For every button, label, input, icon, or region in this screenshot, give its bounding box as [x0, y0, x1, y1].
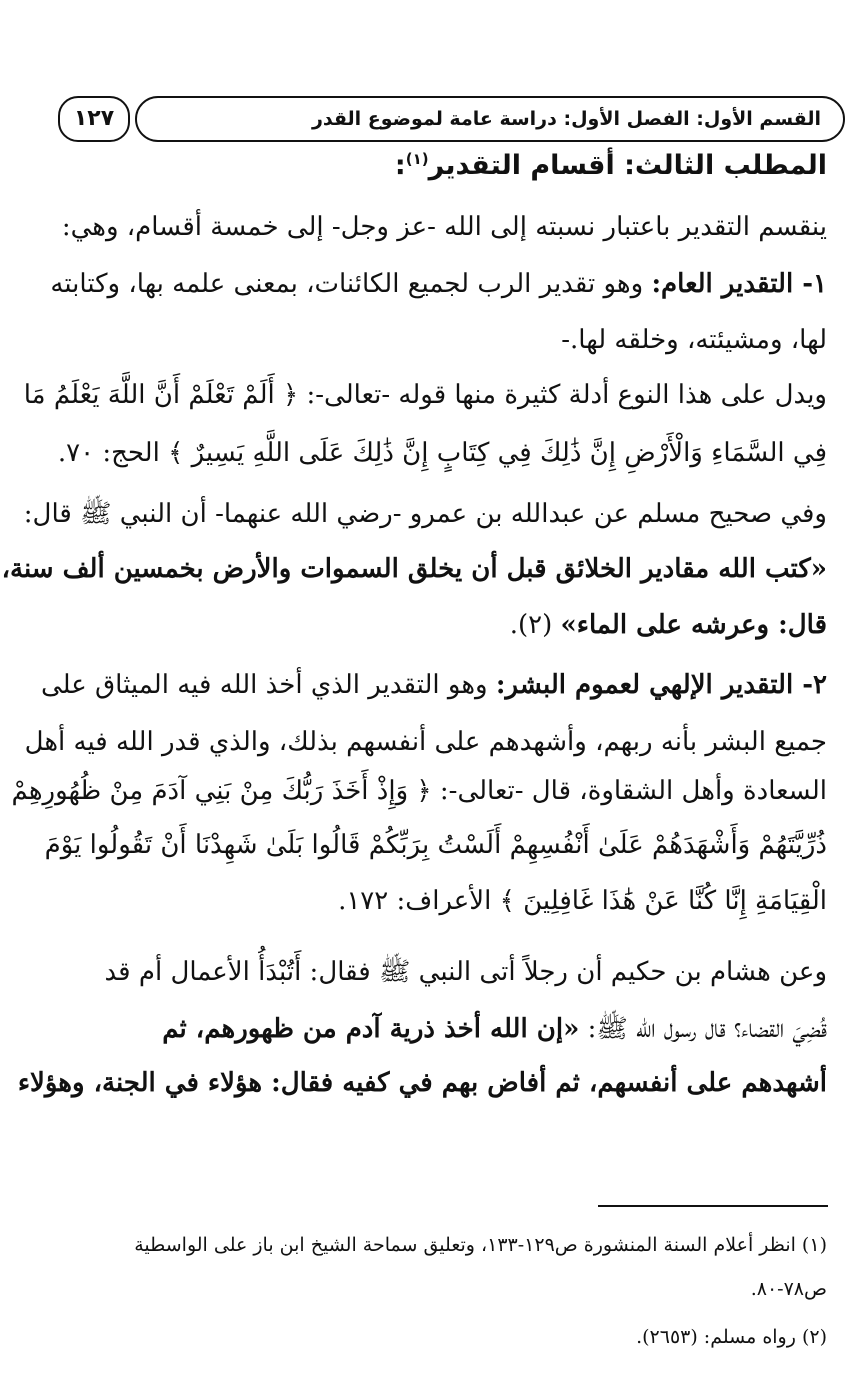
item-2-text: وهو التقدير الذي أخذ الله فيه الميثاق على	[40, 670, 496, 700]
section-heading-text: المطلب الثالث: أقسام التقدير	[428, 150, 827, 181]
page-number: ١٢٧	[58, 96, 130, 142]
section-heading	[70, 150, 827, 181]
hadith-end: قال: وعرشه على الماء»	[560, 610, 827, 640]
item-1-title: ١- التقدير العام:	[651, 269, 827, 299]
footnote-ref-1: (١)	[405, 150, 429, 168]
running-header-title: القسم الأول: الفصل الأول: دراسة عامة لموضوع القدر	[135, 96, 845, 142]
body-line	[40, 670, 827, 700]
body-line: ويدل على هذا النوع أدلة كثيرة منها قوله -تعالى-: ﴿ أَلَمْ تَعْلَمْ أَنَّ اللَّهَ يَعْلَمُ مَا	[23, 380, 827, 410]
body-line	[70, 1012, 827, 1050]
footnote-separator	[598, 1205, 828, 1207]
body-line-part: قُضِيَ القضاء؟ قال رسول الله ﷺ:	[579, 1014, 827, 1044]
item-1-text: وهو تقدير الرب لجميع الكائنات، بمعنى علمه بها، وكتابته	[50, 269, 652, 299]
hadith-line: أشهدهم على أنفسهم، ثم أفاض بهم في كفيه فقال: هؤلاء في الجنة، وهؤلاء	[17, 1068, 827, 1098]
body-line	[50, 269, 827, 299]
body-line: ذُرِّيَّتَهُمْ وَأَشْهَدَهُمْ عَلَىٰ أَنْفُسِهِمْ أَلَسْتُ بِرَبِّكُمْ قَالُوا بَلَىٰ شَهِدْنَا أَنْ تَقُولُوا يَوْمَ	[44, 830, 827, 860]
heading-colon: :	[394, 150, 406, 181]
body-line: جميع البشر بأنه ربهم، وأشهدهم على أنفسهم بذلك، والذي قدر الله فيه أهل	[24, 727, 827, 757]
footnote-1: (١) انظر أعلام السنة المنشورة ص١٢٩-١٣٣، وتعليق سماحة الشيخ ابن باز على الواسطية	[134, 1234, 827, 1256]
body-line: ينقسم التقدير باعتبار نسبته إلى الله -عز وجل- إلى خمسة أقسام، وهي:	[61, 212, 827, 242]
hadith-line: «إن الله أخذ ذرية آدم من ظهورهم، ثم	[162, 1014, 580, 1044]
body-line: وعن هشام بن حكيم أن رجلاً أتى النبي ﷺ فقال: أَتُبْدَأُ الأعمال أم قد	[104, 957, 827, 987]
item-2-title: ٢- التقدير الإلهي لعموم البشر:	[495, 670, 827, 700]
body-line: فِي السَّمَاءِ وَالْأَرْضِ إِنَّ ذَٰلِكَ فِي كِتَابٍ إِنَّ ذَٰلِكَ عَلَى اللَّهِ يَسِيرٌ ﴾ الحج: ٧٠.	[57, 438, 827, 468]
body-line	[70, 610, 827, 640]
body-line: لها، ومشيئته، وخلقه لها.-	[561, 325, 827, 355]
footnote-2: (٢) رواه مسلم: (٢٦٥٣).	[636, 1326, 827, 1348]
body-line: وفي صحيح مسلم عن عبدالله بن عمرو -رضي الله عنهما- أن النبي ﷺ قال:	[23, 499, 827, 529]
footnote-ref-2: (٢).	[509, 610, 553, 640]
hadith-line: «كتب الله مقادير الخلائق قبل أن يخلق السموات والأرض بخمسين ألف سنة،	[1, 554, 827, 584]
footnote-1-cont: ص٧٨-٨٠.	[750, 1278, 827, 1300]
body-line: الْقِيَامَةِ إِنَّا كُنَّا عَنْ هَٰذَا غَافِلِينَ ﴾ الأعراف: ١٧٢.	[338, 886, 827, 916]
body-line: السعادة وأهل الشقاوة، قال -تعالى-: ﴿ وَإِذْ أَخَذَ رَبُّكَ مِنْ بَنِي آدَمَ مِنْ ظُهُورِهِمْ	[11, 776, 827, 806]
